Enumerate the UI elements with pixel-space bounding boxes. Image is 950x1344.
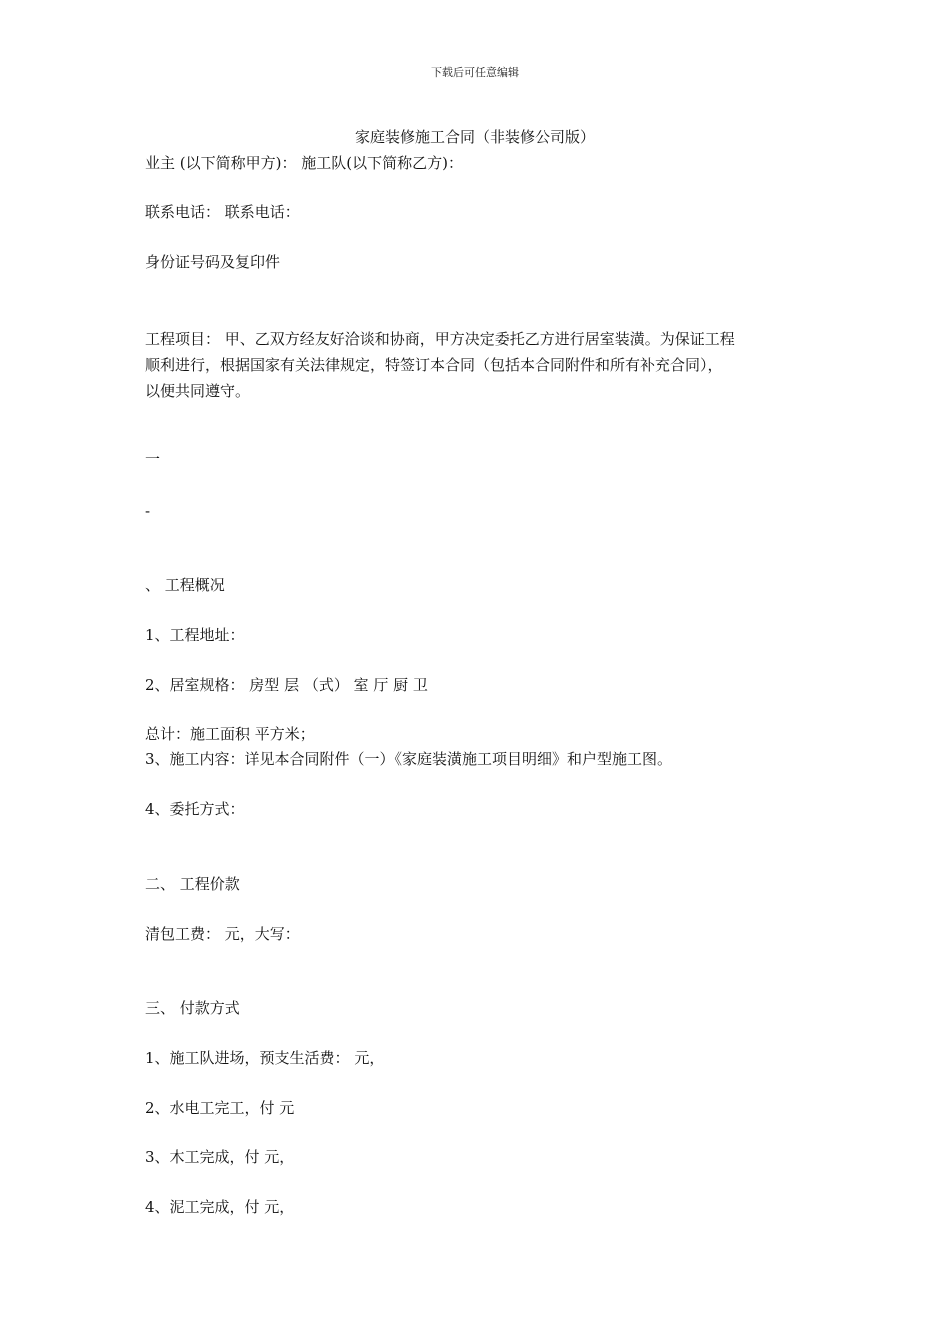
section1-item-address: 1、工程地址： — [145, 626, 245, 644]
section1-item-method: 4、委托方式： — [145, 800, 245, 818]
section1-mark-1: 一 — [145, 450, 161, 468]
section1-item-layout: 2、居室规格： 房型 层 （式） 室 厅 厨 卫 — [145, 676, 428, 694]
project-line-1: 工程项目： 甲、乙双方经友好洽谈和协商，甲方决定委托乙方进行居室装潢。为保证工程 — [145, 330, 735, 348]
section2-fee: 清包工费： 元，大写： — [145, 925, 300, 943]
project-paragraph — [145, 326, 810, 404]
section1-title: 、 工程概况 — [145, 576, 225, 594]
section3-item-1: 1、施工队进场，预支生活费： 元， — [145, 1049, 385, 1067]
section1-mark-2: - — [145, 502, 151, 520]
section2-title: 二、 工程价款 — [145, 875, 240, 893]
project-line-2: 顺利进行，根据国家有关法律规定，特签订本合同（包括本合同附件和所有补充合同）， — [145, 356, 723, 374]
section1-item-content: 3、施工内容：详见本合同附件（一）《家庭装潢施工项目明细》和户型施工图。 — [145, 750, 673, 768]
section3-item-2: 2、水电工完工，付 元 — [145, 1099, 295, 1117]
document-title: 家庭装修施工合同（非装修公司版） — [354, 128, 595, 146]
parties-line: 业主 (以下简称甲方)： 施工队(以下简称乙方)： — [145, 154, 463, 172]
section3-item-3: 3、木工完成，付 元， — [145, 1148, 295, 1166]
section3-title: 三、 付款方式 — [145, 999, 240, 1017]
project-line-3: 以便共同遵守。 — [145, 382, 251, 400]
section1-total-area: 总计：施工面积 平方米； — [145, 725, 315, 743]
header-note: 下载后可任意编辑 — [431, 66, 519, 79]
phones-line: 联系电话： 联系电话： — [145, 203, 300, 221]
id-line: 身份证号码及复印件 — [145, 253, 281, 271]
section3-item-4: 4、泥工完成，付 元， — [145, 1198, 295, 1216]
